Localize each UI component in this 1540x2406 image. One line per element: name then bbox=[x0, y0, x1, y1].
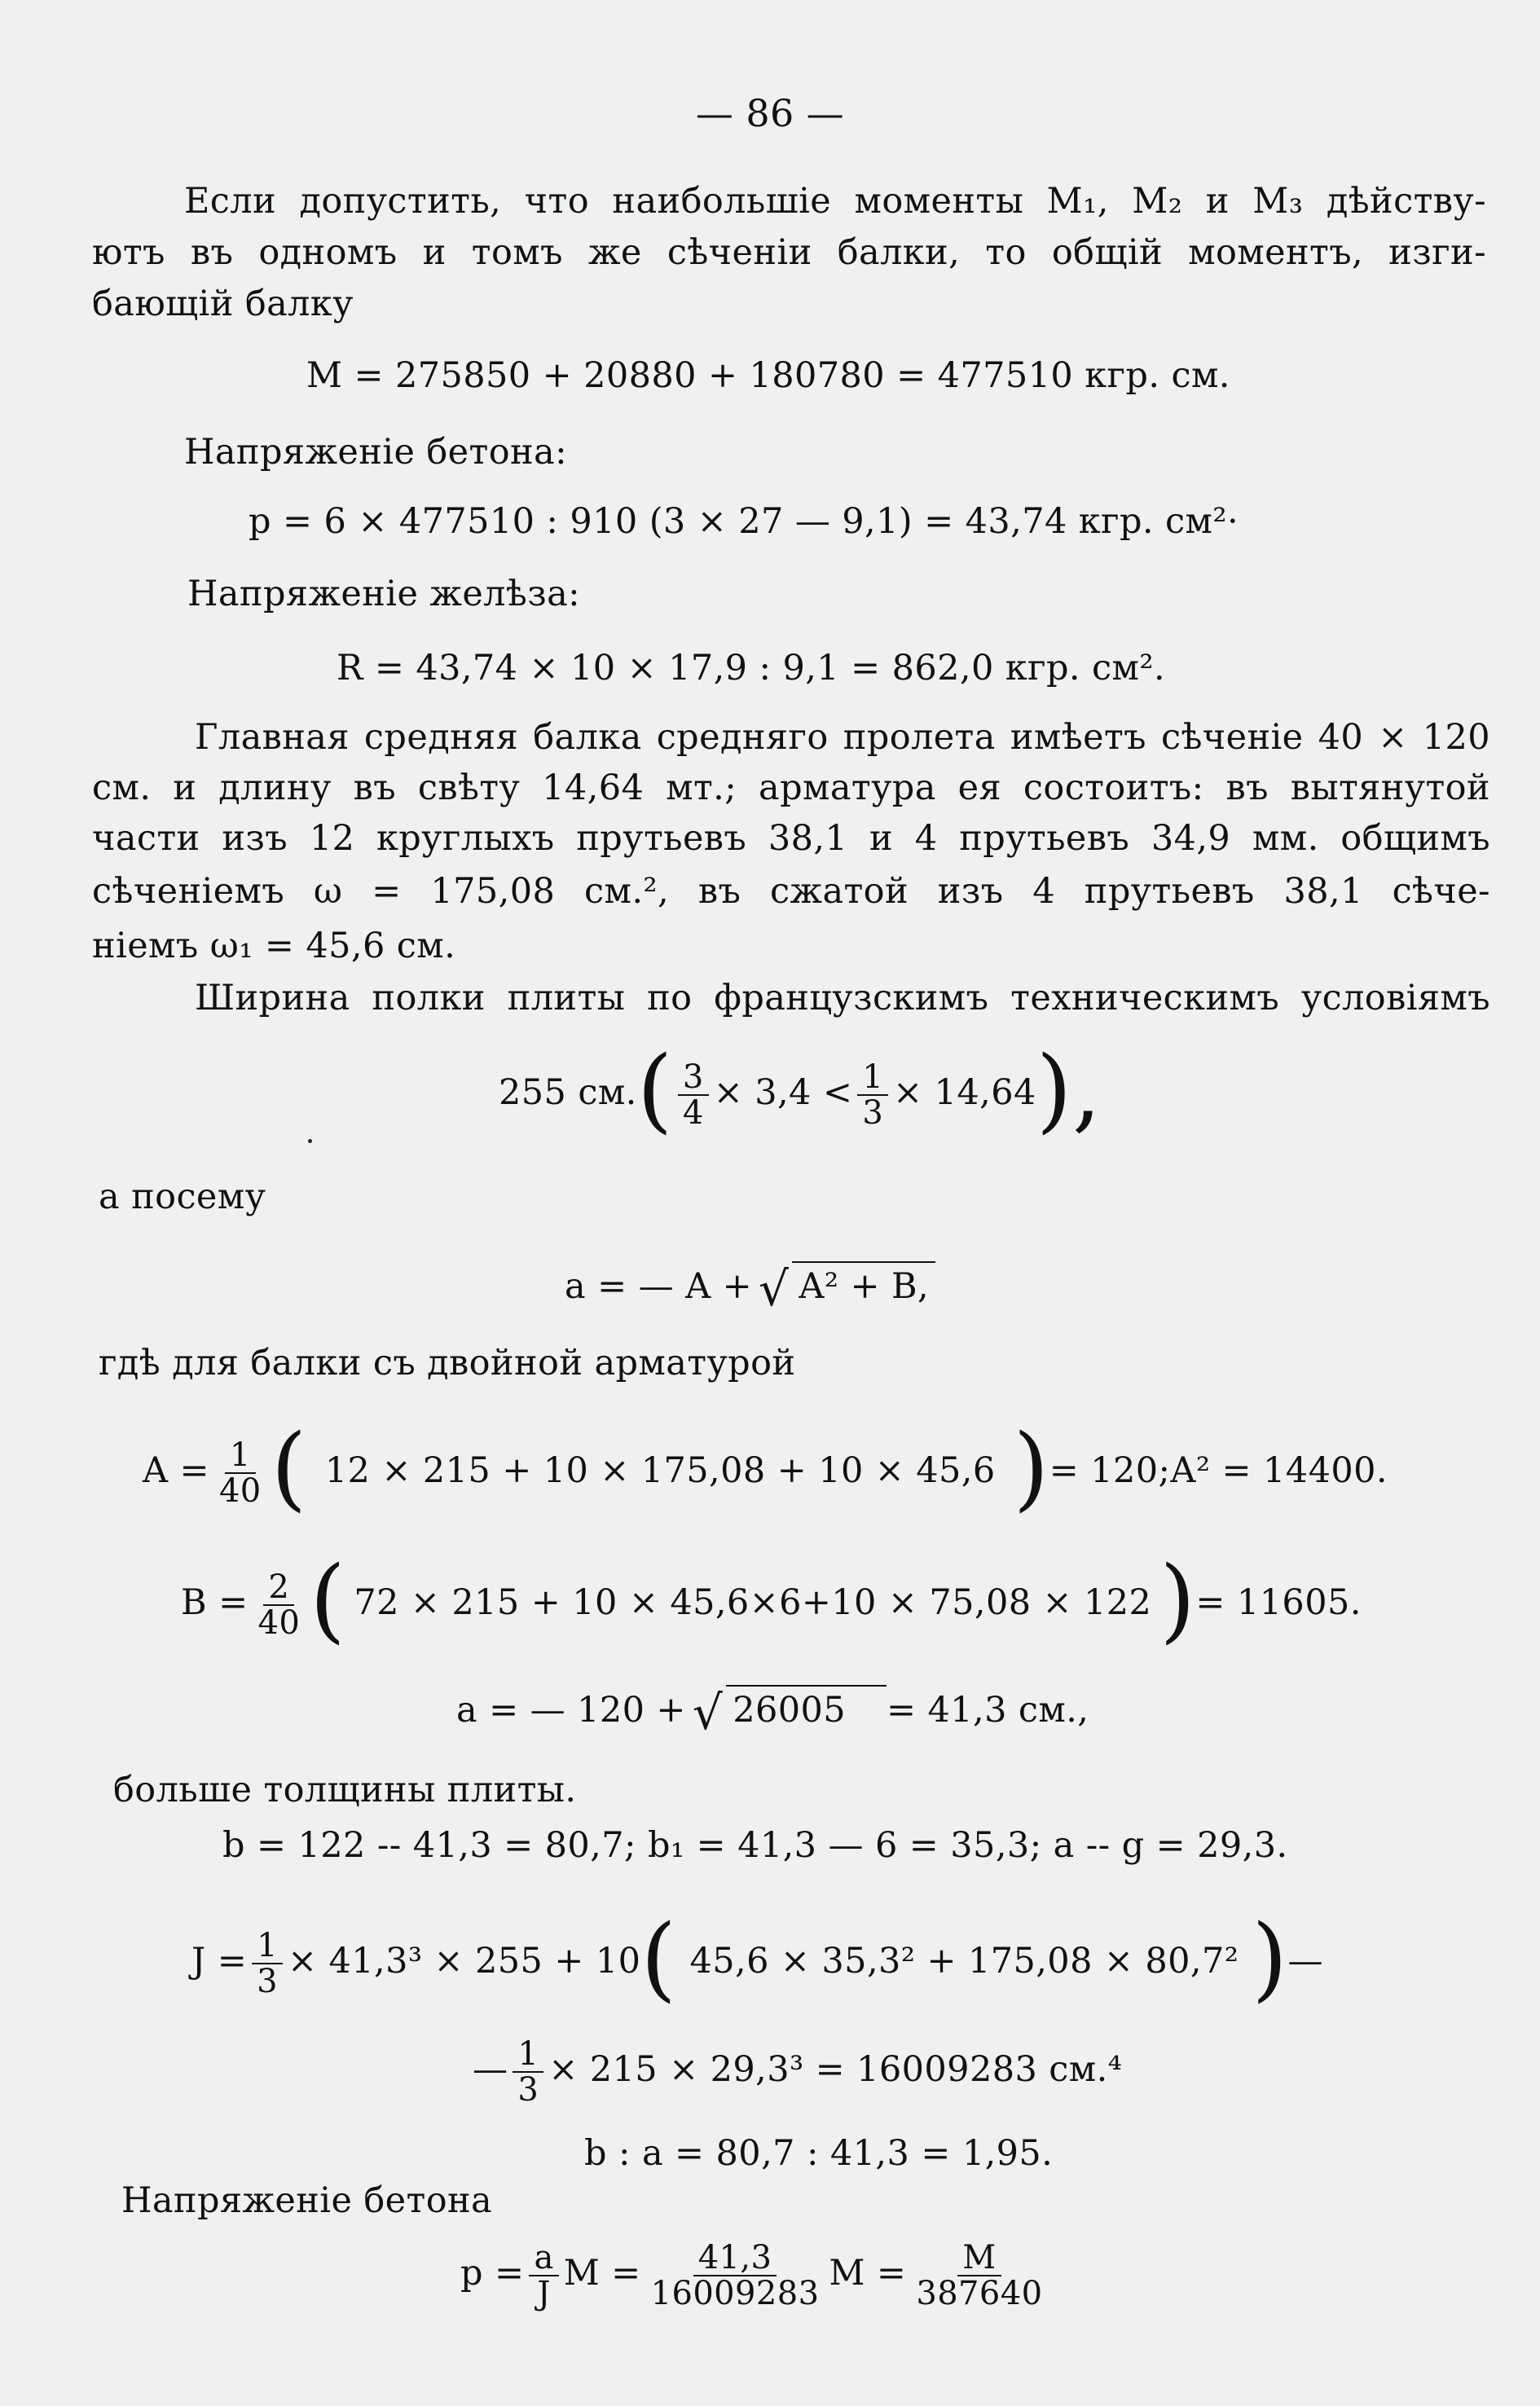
label-concrete-stress: Напряженіе бетона: bbox=[184, 432, 567, 473]
equation-b-over-a: b : a = 80,7 : 41,3 = 1,95. bbox=[584, 2133, 1054, 2174]
paragraph-line: а посему bbox=[99, 1177, 266, 1217]
eq-text: 45,6 × 35,3² + 175,08 × 80,7² bbox=[689, 1941, 1239, 1982]
equation-a-general bbox=[565, 1261, 935, 1317]
paragraph-line: гдѣ для балки съ двойной арматурой bbox=[99, 1343, 796, 1383]
eq-text: = 120;A² = 14400. bbox=[1049, 1450, 1388, 1491]
eq-text: — bbox=[473, 2049, 508, 2090]
right-paren: ) bbox=[1159, 1547, 1196, 1653]
sqrt-sign: √ bbox=[759, 1261, 790, 1317]
left-paren: ( bbox=[640, 1906, 677, 2012]
equation-concrete-stress: p = 6 × 477510 : 910 (3 × 27 — 9,1) = 43,74 кгр. см²· bbox=[249, 501, 1239, 542]
eq-text: J = bbox=[191, 1941, 248, 1982]
left-paren: ( bbox=[271, 1415, 307, 1521]
fraction: $\frac{1}{3}$ bbox=[252, 1929, 283, 1999]
fraction: $\frac{2}{40}$ bbox=[257, 1568, 301, 1642]
fraction: $\frac{1}{3}$ bbox=[513, 2037, 543, 2107]
left-paren: ( bbox=[310, 1547, 346, 1653]
eq-text: M = bbox=[563, 2253, 641, 2294]
eq-text: × 14,64 bbox=[893, 1072, 1036, 1113]
eq-text: p = bbox=[460, 2253, 525, 2294]
equation-concrete-stress-general bbox=[460, 2241, 1052, 2311]
left-paren: ( bbox=[636, 1037, 673, 1143]
paragraph-line: Ширина полки плиты по французскимъ техническимъ условіямъ bbox=[195, 978, 1490, 1018]
equation-iron-stress: R = 43,74 × 10 × 17,9 : 9,1 = 862,0 кгр. см². bbox=[337, 648, 1166, 688]
equation-moment: M = 275850 + 20880 + 180780 = 477510 кгр. см. bbox=[306, 355, 1230, 396]
eq-text: B = bbox=[181, 1582, 249, 1623]
right-paren: ) bbox=[1013, 1415, 1049, 1521]
fraction: $\frac{1}{3}$ bbox=[857, 1060, 888, 1130]
paragraph-line: части изъ 12 круглыхъ прутьевъ 38,1 и 4 прутьевъ 34,9 мм. общимъ bbox=[92, 818, 1490, 859]
paragraph-line: сѣченіемъ ω = 175,08 см.², въ сжатой изъ 4 прутьевъ 38,1 сѣче- bbox=[92, 871, 1490, 912]
eq-text: = 11605. bbox=[1195, 1582, 1362, 1623]
label-concrete-stress: Напряженіе бетона bbox=[121, 2180, 493, 2221]
eq-text: 255 см. bbox=[499, 1072, 637, 1113]
fraction: $\frac{3}{4}$ bbox=[678, 1060, 709, 1130]
radicand: 26005 bbox=[726, 1685, 887, 1731]
paragraph-line: Главная средняя балка средняго пролета имѣетъ сѣченіе 40 × 120 bbox=[195, 717, 1490, 758]
paragraph-line: см. и длину въ свѣту 14,64 мт.; арматура ея состоитъ: въ вытянутой bbox=[92, 768, 1490, 808]
paragraph-line: Если допустить, что наибольшіе моменты M₁, M₂ и M₃ дѣйству- bbox=[184, 181, 1486, 222]
equation-A bbox=[143, 1415, 1388, 1521]
page-number: — 86 — bbox=[695, 91, 845, 135]
equation-flange-width bbox=[499, 1037, 1102, 1143]
eq-text: — bbox=[1287, 1941, 1323, 1982]
fraction: $\frac{a}{J}$ bbox=[529, 2241, 558, 2311]
fraction: $\frac{M}{387640}$ bbox=[916, 2239, 1043, 2312]
eq-text: 72 × 215 + 10 × 45,6×6+10 × 75,08 × 122 bbox=[354, 1582, 1152, 1623]
equation-b: b = 122 -- 41,3 = 80,7; b₁ = 41,3 — 6 = 35,3; a -- g = 29,3. bbox=[222, 1825, 1288, 1866]
fraction: $\frac{1}{40}$ bbox=[218, 1436, 262, 1510]
right-paren: ), bbox=[1036, 1037, 1102, 1143]
fraction: $\frac{41,3}{16009283}$ bbox=[650, 2239, 820, 2312]
eq-text: M = bbox=[829, 2253, 907, 2294]
paragraph-line: ютъ въ одномъ и томъ же сѣченіи балки, то общій моментъ, изги- bbox=[92, 232, 1486, 273]
eq-text: 12 × 215 + 10 × 175,08 + 10 × 45,6 bbox=[324, 1450, 996, 1491]
paragraph-line: больше толщины плиты. bbox=[113, 1770, 577, 1810]
eq-text: × 41,3³ × 255 + 10 bbox=[288, 1941, 641, 1982]
radicand: A² + B, bbox=[792, 1261, 935, 1307]
equation-J-line1 bbox=[191, 1906, 1323, 2012]
eq-text: = 41,3 см., bbox=[887, 1690, 1089, 1731]
sqrt-sign: √ bbox=[692, 1685, 724, 1740]
equation-J-line2 bbox=[473, 2037, 1122, 2107]
ink-speck bbox=[308, 1139, 312, 1143]
paragraph-line: ніемъ ω₁ = 45,6 см. bbox=[92, 926, 456, 966]
equation-a-value bbox=[456, 1685, 1089, 1740]
label-iron-stress: Напряженіе желѣза: bbox=[187, 574, 581, 614]
eq-text: a = — A + bbox=[565, 1266, 753, 1307]
equation-B bbox=[181, 1547, 1362, 1653]
eq-text: × 3,4 < bbox=[713, 1072, 853, 1113]
paragraph-line: бающій балку bbox=[92, 284, 354, 324]
right-paren: ) bbox=[1252, 1906, 1288, 2012]
eq-text: A = bbox=[143, 1450, 209, 1491]
eq-text: × 215 × 29,3³ = 16009283 см.⁴ bbox=[548, 2049, 1123, 2090]
eq-text: a = — 120 + bbox=[456, 1690, 686, 1731]
